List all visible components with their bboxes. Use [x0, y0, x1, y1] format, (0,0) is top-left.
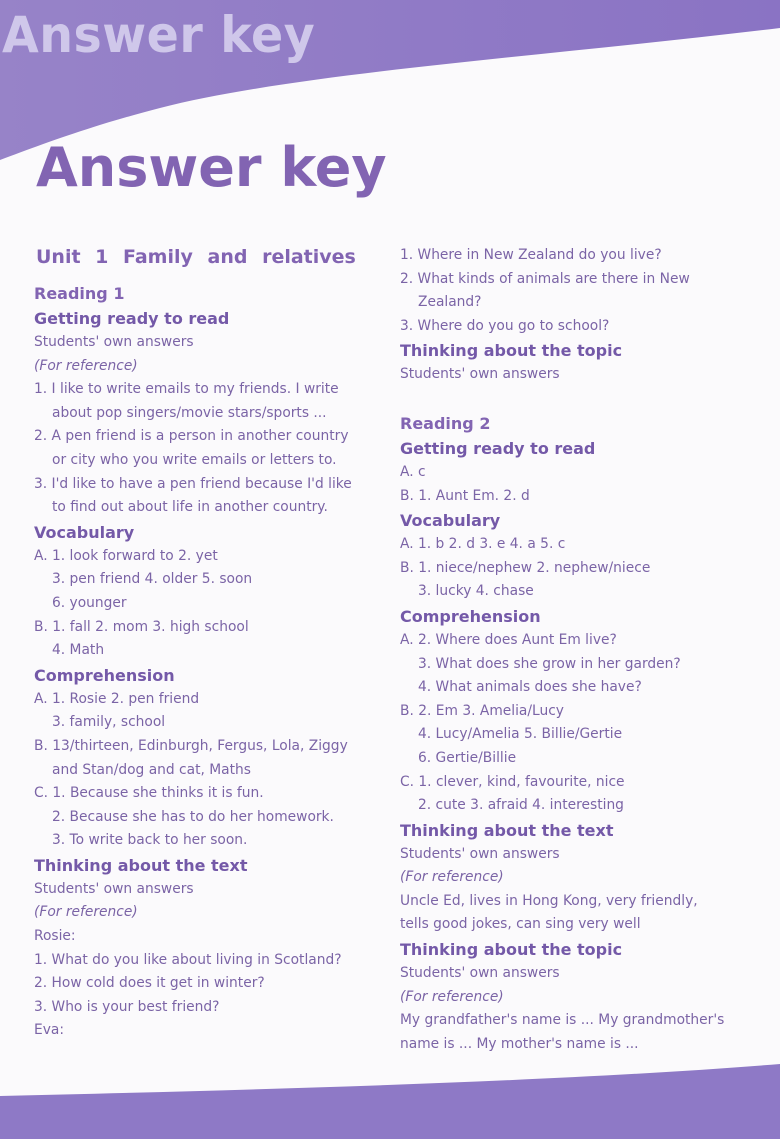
answer-line: A. c: [400, 463, 426, 480]
getting-ready-heading: Getting ready to read: [34, 309, 230, 328]
left-column: [34, 244, 379, 1043]
answer-line: 4. Lucy/Amelia 5. Billie/Gertie: [418, 726, 623, 743]
answer-line: B. 2. Em 3. Amelia/Lucy: [400, 702, 564, 719]
answer-line: 2. A pen friend is a person in another country: [34, 428, 349, 445]
right-column: [400, 244, 760, 1056]
answer-line: Students' own answers: [400, 965, 560, 982]
answer-line: Students' own answers: [400, 845, 560, 862]
answer-line: Rosie:: [34, 928, 76, 945]
answer-line: 3. Who is your best friend?: [34, 998, 220, 1015]
vocabulary-heading: Vocabulary: [34, 522, 135, 542]
footer-band: [0, 1060, 780, 1139]
answer-line: 3. family, school: [52, 714, 166, 731]
answer-line: 1. I like to write emails to my friends. I write: [34, 381, 339, 398]
header-band-text: Answer key: [2, 6, 316, 64]
answer-line: and Stan/dog and cat, Maths: [52, 761, 251, 778]
unit-heading: Unit 1 Family and relatives: [36, 246, 356, 268]
answer-line: 3. Where do you go to school?: [400, 317, 610, 334]
answer-line: 3. I'd like to have a pen friend because I'd like: [34, 475, 352, 492]
answer-line: B. 1. fall 2. mom 3. high school: [34, 618, 249, 635]
answer-line: Students' own answers: [34, 334, 194, 350]
answer-line: 6. Gertie/Billie: [418, 749, 517, 766]
answer-line: 2. What kinds of animals are there in New: [400, 270, 690, 287]
answer-line: Zealand?: [418, 294, 482, 311]
answer-line: My grandfather's name is ... My grandmother's: [400, 1012, 725, 1029]
thinking-about-text-heading: Thinking about the text: [400, 820, 614, 840]
reading-1-heading: Reading 1: [34, 284, 125, 303]
answer-line: 3. pen friend 4. older 5. soon: [52, 571, 253, 588]
answer-line: 3. lucky 4. chase: [418, 583, 534, 600]
section-spacer: [400, 387, 760, 411]
answer-line: 3. What does she grow in her garden?: [418, 655, 681, 672]
answer-line: tells good jokes, can sing very well: [400, 916, 641, 933]
answer-line: Eva:: [34, 1022, 64, 1039]
comprehension-heading: Comprehension: [34, 665, 175, 685]
answer-line: C. 1. clever, kind, favourite, nice: [400, 773, 625, 790]
reading-2-heading: Reading 2: [400, 413, 491, 433]
answer-line: name is ... My mother's name is ...: [400, 1035, 639, 1052]
reference-note: (For reference): [34, 904, 138, 921]
answer-line: 2. cute 3. afraid 4. interesting: [418, 797, 624, 814]
reference-note: (For reference): [400, 988, 504, 1005]
comprehension-heading: Comprehension: [400, 606, 541, 626]
thinking-about-topic-heading: Thinking about the topic: [400, 341, 623, 361]
answer-line: 2. How cold does it get in winter?: [34, 975, 265, 992]
getting-ready-heading: Getting ready to read: [400, 438, 596, 458]
answer-line: A. 2. Where does Aunt Em live?: [400, 631, 617, 648]
answer-line: B. 1. niece/nephew 2. nephew/niece: [400, 559, 651, 576]
answer-line: 4. Math: [52, 642, 105, 659]
answer-line: Students' own answers: [400, 366, 560, 383]
answer-line: 2. Because she has to do her homework.: [52, 808, 334, 825]
answer-line: A. 1. b 2. d 3. e 4. a 5. c: [400, 536, 566, 553]
answer-line: Uncle Ed, lives in Hong Kong, very friendly,: [400, 892, 698, 909]
answer-line: about pop singers/movie stars/sports ...: [52, 404, 327, 421]
answer-line: 3. To write back to her soon.: [52, 832, 248, 849]
answer-line: 1. What do you like about living in Scotland?: [34, 951, 342, 968]
answer-line: 4. What animals does she have?: [418, 679, 642, 696]
answer-line: B. 13/thirteen, Edinburgh, Fergus, Lola, Ziggy: [34, 737, 348, 754]
answer-line: Students' own answers: [34, 880, 194, 897]
thinking-about-text-heading: Thinking about the text: [34, 855, 248, 875]
page-title: Answer key: [36, 136, 387, 199]
answer-line: B. 1. Aunt Em. 2. d: [400, 487, 530, 504]
vocabulary-heading: Vocabulary: [400, 511, 501, 531]
answer-line: 1. Where in New Zealand do you live?: [400, 247, 662, 263]
thinking-about-topic-heading: Thinking about the topic: [400, 940, 623, 960]
answer-line: to find out about life in another country.: [52, 499, 328, 516]
reference-note: (For reference): [400, 869, 504, 886]
answer-line: 6. younger: [52, 594, 127, 611]
answer-line: C. 1. Because she thinks it is fun.: [34, 785, 264, 802]
answer-line: A. 1. Rosie 2. pen friend: [34, 690, 200, 707]
answer-line: A. 1. look forward to 2. yet: [34, 547, 218, 564]
reference-note: (For reference): [34, 357, 138, 374]
answer-line: or city who you write emails or letters to.: [52, 451, 337, 468]
